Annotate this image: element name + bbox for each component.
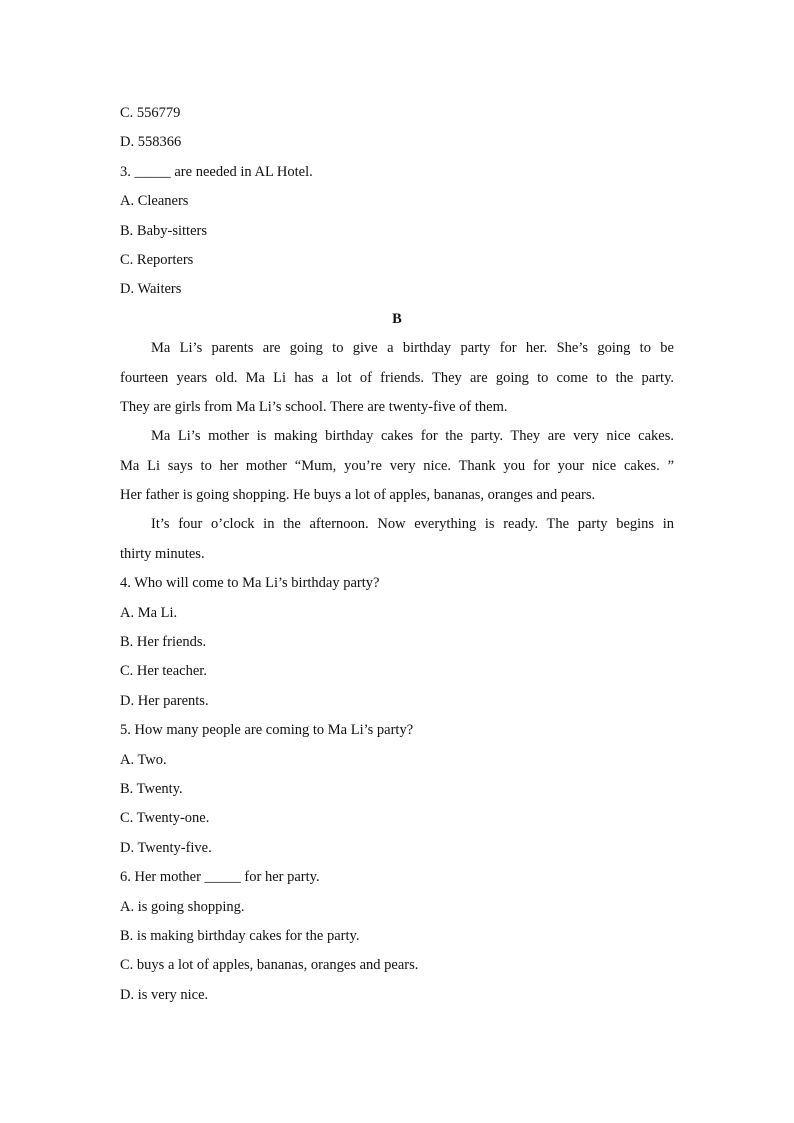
passage-line: Ma Li’s parents are going to give a birthday party for her. She’s going to be xyxy=(151,340,674,357)
passage-paragraph-1 xyxy=(120,334,674,422)
q5-option-c: C. Twenty-one. xyxy=(120,810,210,827)
q6-option-a: A. is going shopping. xyxy=(120,898,245,915)
q4-option-c: C. Her teacher. xyxy=(120,663,207,680)
passage-paragraph-2 xyxy=(120,422,674,510)
q6-option-c: C. buys a lot of apples, bananas, oranges and pears. xyxy=(120,957,419,974)
passage-line: Ma Li says to her mother “Mum, you’re very nice. Thank you for your nice cakes. ” xyxy=(120,457,674,474)
q2-option-d: D. 558366 xyxy=(120,134,182,151)
q3-option-c: C. Reporters xyxy=(120,251,194,268)
passage-paragraph-3 xyxy=(120,510,674,569)
q6-stem: 6. Her mother _____ for her party. xyxy=(120,869,320,886)
section-b-heading: B xyxy=(392,310,402,327)
q5-option-d: D. Twenty-five. xyxy=(120,839,212,856)
q4-stem: 4. Who will come to Ma Li’s birthday party? xyxy=(120,575,380,592)
q3-option-d: D. Waiters xyxy=(120,281,182,298)
passage-line: Ma Li’s mother is making birthday cakes for the party. They are very nice cakes. xyxy=(151,428,674,445)
passage-line: fourteen years old. Ma Li has a lot of friends. They are going to come to the party. xyxy=(120,369,674,386)
passage-line: thirty minutes. xyxy=(120,545,205,562)
q4-option-d: D. Her parents. xyxy=(120,692,209,709)
q6-option-b: B. is making birthday cakes for the party. xyxy=(120,927,360,944)
q5-stem: 5. How many people are coming to Ma Li’s party? xyxy=(120,722,414,739)
q5-option-b: B. Twenty. xyxy=(120,780,183,797)
q3-option-a: A. Cleaners xyxy=(120,193,189,210)
document-page xyxy=(120,99,674,1010)
passage-line: They are girls from Ma Li’s school. There are twenty-five of them. xyxy=(120,398,508,415)
q4-option-a: A. Ma Li. xyxy=(120,604,178,621)
passage-line: Her father is going shopping. He buys a lot of apples, bananas, oranges and pears. xyxy=(120,487,596,504)
passage-line: It’s four o’clock in the afternoon. Now everything is ready. The party begins in xyxy=(151,516,674,533)
q6-option-d: D. is very nice. xyxy=(120,986,209,1003)
q3-option-b: B. Baby-sitters xyxy=(120,222,207,239)
q2-option-c: C. 556779 xyxy=(120,105,181,121)
q5-option-a: A. Two. xyxy=(120,751,167,768)
q4-option-b: B. Her friends. xyxy=(120,634,207,651)
q3-stem: 3. _____ are needed in AL Hotel. xyxy=(120,163,313,180)
